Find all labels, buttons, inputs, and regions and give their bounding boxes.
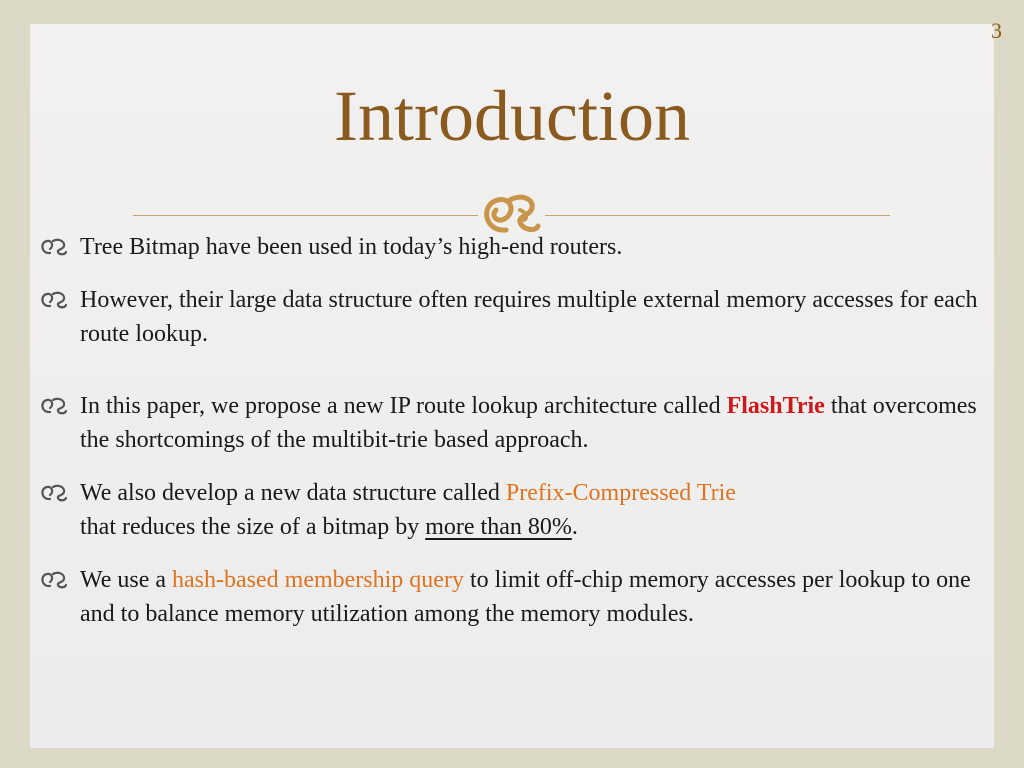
bullet-text: that overcomes the shortcomings of the multibit-trie based approach.	[80, 393, 977, 453]
bullet-text: However, their large data structure often requires multiple external memory accesses for each route lookup.	[80, 287, 978, 347]
bullet-text: to limit off-chip memory accesses per lookup to one and to balance memory utilization among the memory modules.	[80, 567, 971, 627]
bullet-text: that reduces the size of a bitmap by	[80, 514, 426, 540]
slide-title: Introduction	[334, 76, 690, 156]
bullet-text: .	[571, 514, 578, 540]
list-item	[38, 563, 998, 631]
bullet-text: We use a	[80, 567, 173, 593]
swirl-bullet-icon	[38, 482, 68, 504]
highlight-prefix-compressed-trie: Prefix-Compressed Trie	[505, 480, 736, 506]
slide-number: 3	[991, 18, 1002, 43]
list-item	[38, 283, 998, 351]
swirl-bullet-icon	[38, 289, 68, 311]
highlight-hash-query: hash-based membership query	[172, 567, 464, 593]
title-divider-right	[545, 215, 890, 216]
bullet-list	[38, 230, 998, 650]
underlined-percentage: more than 80%	[425, 514, 572, 540]
list-item	[38, 230, 998, 264]
list-item	[38, 476, 998, 544]
list-item	[38, 389, 998, 457]
swirl-bullet-icon	[38, 395, 68, 417]
bullet-text: We also develop a new data structure called	[80, 480, 506, 506]
swirl-bullet-icon	[38, 569, 68, 591]
swirl-bullet-icon	[38, 236, 68, 258]
bullet-text: In this paper, we propose a new IP route lookup architecture called	[80, 393, 727, 419]
highlight-flashtrie: FlashTrie	[726, 393, 825, 419]
bullet-text: Tree Bitmap have been used in today’s high-end routers.	[80, 234, 623, 260]
title-divider-left	[133, 215, 478, 216]
